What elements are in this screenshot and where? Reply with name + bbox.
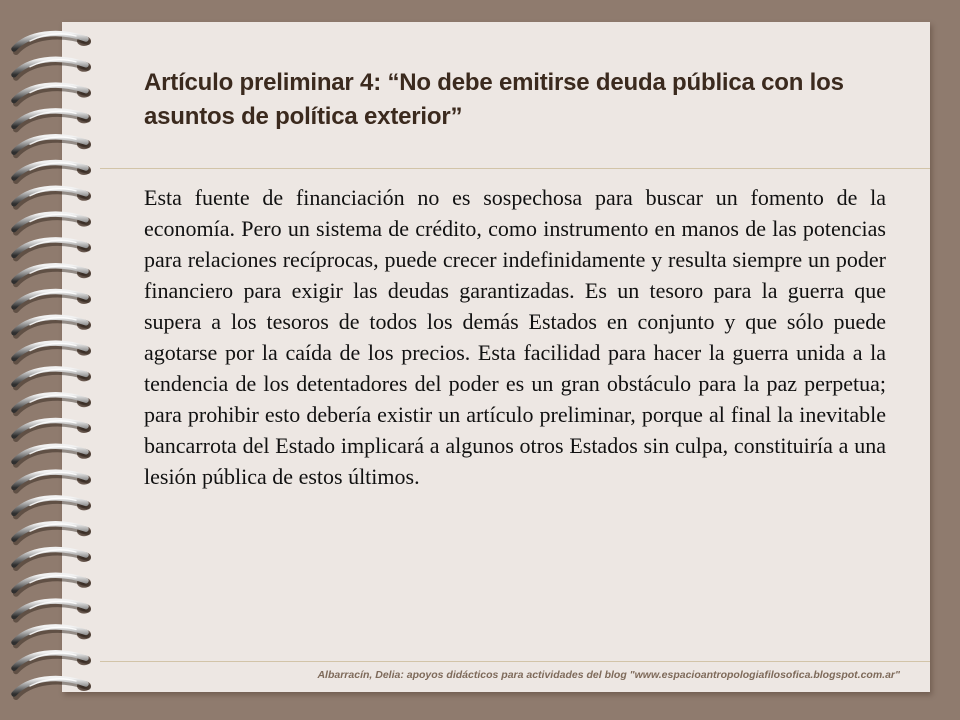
spiral-ring xyxy=(14,240,91,258)
spiral-ring xyxy=(14,446,91,464)
spiral-ring xyxy=(14,34,91,52)
spiral-ring xyxy=(14,524,91,542)
spiral-ring xyxy=(14,317,91,335)
spiral-ring xyxy=(14,369,91,387)
spiral-ring xyxy=(14,421,91,439)
footer-credit: Albarracín, Delia: apoyos didácticos para actividades del blog "www.espacioantropologiafilosofica.blogspot.com.ar" xyxy=(317,669,900,681)
spiral-ring xyxy=(14,498,91,516)
spiral-ring xyxy=(14,575,91,593)
spiral-ring xyxy=(14,163,91,181)
spiral-ring xyxy=(14,137,91,155)
spiral-ring xyxy=(14,85,91,103)
spiral-binding xyxy=(0,0,120,720)
spiral-ring xyxy=(14,653,91,671)
title-divider xyxy=(100,168,930,169)
spiral-ring xyxy=(14,472,91,490)
spiral-ring xyxy=(14,550,91,568)
spiral-ring xyxy=(14,214,91,232)
spiral-ring xyxy=(14,292,91,310)
spiral-ring xyxy=(14,59,91,77)
spiral-ring xyxy=(14,601,91,619)
spiral-ring xyxy=(14,111,91,129)
body-paragraph: Esta fuente de financiación no es sospechosa para buscar un fomento de la economía. Pero un sistema de crédito, como instrumento en manos de las potencias para relaciones recíprocas, puede crecer indefinidamente y resulta siempre un poder financiero para exigir las deudas garantizadas. Es un tesoro para la guerra que supera a los tesoros de todos los demás Estados en conjunto y que sólo puede agotarse por la caída de los precios. Esta facilidad para hacer la guerra unida a la tendencia de los detentadores del poder es un gran obstáculo para la paz perpetua; para prohibir esto debería existir un artículo preliminar, porque al final la inevitable bancarrota del Estado implicará a algunos otros Estados sin culpa, constituiría a una lesión pública de estos últimos. xyxy=(144,185,886,489)
spiral-ring xyxy=(14,627,91,645)
slide-title: Artículo preliminar 4: “No debe emitirse deuda pública con los asuntos de política exterior” xyxy=(144,69,844,130)
footer-divider xyxy=(100,661,930,662)
spiral-ring xyxy=(14,343,91,361)
notebook-page xyxy=(62,22,930,692)
spiral-ring xyxy=(14,395,91,413)
spiral-ring xyxy=(14,266,91,284)
spiral-ring xyxy=(14,679,91,697)
spiral-ring xyxy=(14,188,91,206)
